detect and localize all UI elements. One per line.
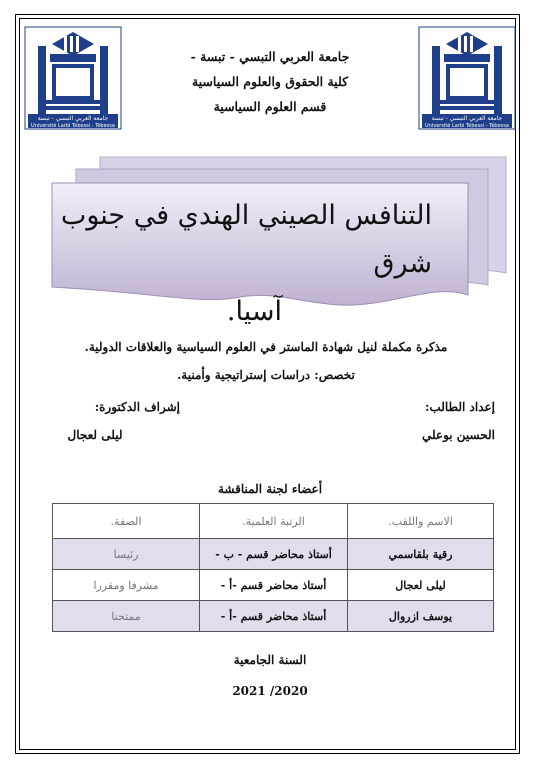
supervisor-name: ليلى لعجال <box>67 428 123 442</box>
logo-caption-fr: Université Larbi Tébessi - Tébessa <box>425 123 509 129</box>
member-rank: أستاذ محاضر قسم - ب - <box>200 539 348 570</box>
header-rank: الرتبة العلمية. <box>200 504 348 539</box>
student-label: إعداد الطالب: <box>424 400 495 414</box>
member-name: رقية بلقاسمي <box>348 539 494 570</box>
table-header-row <box>53 504 494 539</box>
member-rank: أستاذ محاضر قسم -أ - <box>200 601 348 632</box>
faculty-name: كلية الحقوق والعلوم السياسية <box>191 74 349 89</box>
member-role: ممتحنا <box>53 601 200 632</box>
academic-year-value: 2021 /2020 <box>232 684 308 698</box>
table-row <box>53 601 494 632</box>
thesis-title <box>52 192 432 336</box>
university-name: جامعة العربي التبسي - تبسة - <box>190 49 350 64</box>
table-row <box>53 570 494 601</box>
institution-header <box>150 44 390 119</box>
thesis-title-line2: آسيا. <box>226 296 282 327</box>
specialization: تخصص: دراسات إستراتيجية وأمنية. <box>177 368 355 382</box>
university-logo-left <box>24 26 122 130</box>
table-row <box>53 539 494 570</box>
header-role: الصفة. <box>53 504 200 539</box>
department-name: قسم العلوم السياسية <box>213 99 327 114</box>
student-name: الحسين بوعلي <box>421 428 495 442</box>
member-role: رئيسا <box>53 539 200 570</box>
committee-table <box>52 503 494 632</box>
university-logo-right <box>418 26 516 130</box>
thesis-purpose: مذكرة مكملة لنيل شهادة الماستر في العلوم السياسية والعلاقات الدولية. <box>84 340 448 354</box>
committee-title: أعضاء لجنة المناقشة <box>217 482 323 496</box>
member-name: يوسف ازروال <box>348 601 494 632</box>
logo-caption-ar: جامعة العربي التبسي - تبسة <box>431 115 503 122</box>
supervisor-label: إشراف الدكتورة: <box>94 400 180 414</box>
member-role: مشرفا ومقررا <box>53 570 200 601</box>
academic-year-label: السنة الجامعية <box>233 653 307 667</box>
member-name: ليلى لعجال <box>348 570 494 601</box>
member-rank: أستاذ محاضر قسم -أ - <box>200 570 348 601</box>
logo-caption-fr: Université Larbi Tébessi - Tébessa <box>31 123 115 129</box>
logo-caption-ar: جامعة العربي التبسي - تبسة <box>37 115 109 122</box>
header-name: الاسم واللقب. <box>348 504 494 539</box>
thesis-title-line1: التنافس الصيني الهندي في جنوب شرق <box>60 200 432 279</box>
